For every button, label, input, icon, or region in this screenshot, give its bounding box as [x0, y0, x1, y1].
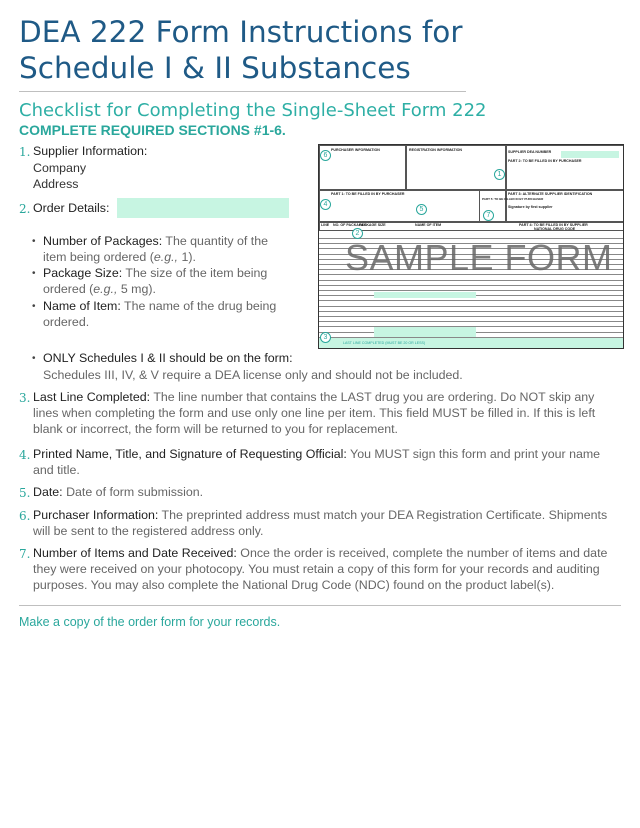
order-details-highlight — [117, 198, 289, 218]
page-title — [19, 14, 489, 86]
bullet-label: Package Size: — [43, 266, 123, 280]
bullet-dot: • — [32, 236, 36, 247]
form-supplier-dea: SUPPLIER DEA NUMBER — [508, 150, 552, 154]
form-col-part4: PART 4: TO BE FILLED IN BY SUPPLIER — [519, 223, 588, 227]
sample-form-image — [318, 144, 624, 349]
form-marker-6: 6 — [320, 150, 331, 161]
bullet-label: Name of Item: — [43, 299, 121, 313]
item-6-number: 6. — [19, 509, 31, 523]
bullet-dot: • — [32, 268, 36, 279]
form-col-name: NAME OF ITEM — [415, 223, 442, 227]
item-6-text: The preprinted address must match your DEA Registration Certificate. Shipments will be sent to the registered address only. — [33, 508, 608, 539]
bullet-text: ordered. — [43, 315, 90, 330]
bullet-italic: e.g., — [93, 282, 118, 297]
item-4-label: Printed Name, Title, and Signature of Requesting Official: — [33, 447, 347, 461]
item-6 — [33, 507, 623, 539]
form-first-supplier-sig: Signature by first supplier — [508, 205, 553, 209]
item-2-label: Order Details: — [33, 201, 110, 215]
bullet-dot: • — [32, 353, 36, 364]
form-marker-1: 1 — [494, 169, 505, 180]
divider — [19, 91, 466, 92]
bullet-italic: e.g., — [153, 250, 179, 265]
schedules-note-text: Schedules III, IV, & V require a DEA license only and should not be included. — [43, 368, 463, 382]
bullet-label: Number of Packages: — [43, 234, 163, 248]
schedules-note-label: ONLY Schedules I & II should be on the form: — [43, 351, 293, 365]
form-part2: PART 2: TO BE FILLED IN BY PURCHASER — [508, 159, 582, 163]
item-7-text: Once the order is received, complete the number of items and date they were received on your photocopy. You must retain a copy of this form for your records and auditing purposes. You may also complete the National Drug Code (NDC) found on the product label(s). — [33, 546, 608, 593]
item-4 — [33, 446, 623, 478]
item-7-label: Number of Items and Date Received: — [33, 546, 237, 560]
title-line-2: Schedule I & II Substances — [19, 51, 411, 85]
form-col-size: PACKAGE SIZE — [359, 223, 386, 227]
form-part3: PART 3: ALTERNATE SUPPLIER IDENTIFICATION — [508, 192, 593, 196]
item-3 — [33, 389, 623, 438]
checklist-subtitle: Checklist for Completing the Single-Sheet Form 222 — [19, 100, 487, 121]
form-marker-4: 4 — [320, 199, 331, 210]
item-7 — [33, 545, 623, 594]
form-part5: PART 5: TO BE FILLED IN BY PURCHASER — [482, 197, 544, 201]
bullet-text: The size of the item being — [122, 266, 268, 280]
item-1-company: Company — [33, 160, 87, 175]
item-3-label: Last Line Completed: — [33, 390, 151, 404]
form-marker-7: 7 — [483, 210, 494, 221]
form-col-packages: NO. OF PACKAGES — [333, 223, 367, 227]
form-col-line: LINE — [321, 223, 330, 227]
form-dea-boxes — [561, 151, 619, 158]
bullet-text: ordered ( — [43, 282, 94, 297]
bullet-text: 5 mg). — [117, 282, 156, 297]
bullet-text: The quantity of the — [162, 234, 269, 248]
item-1-label: Supplier Information: — [33, 144, 148, 158]
sample-form-watermark: SAMPLE FORM — [345, 237, 613, 278]
bullet-package-size — [43, 265, 283, 297]
item-1-address: Address — [33, 177, 79, 191]
form-marker-5: 5 — [416, 204, 427, 215]
item-2-number: 2. — [19, 202, 31, 216]
bullet-dot: • — [32, 301, 36, 312]
item-4-text: You MUST sign this form and print your name and title. — [33, 447, 601, 478]
form-last-line: LAST LINE COMPLETED (MUST BE 20 OR LESS) — [343, 341, 426, 345]
item-3-text: The line number that contains the LAST drug you are ordering. Do NOT skip any lines when completing the form and use only one line per item. This field MUST be filled in. If this is left blank or incorrect, the form will be returned to you for replacement. — [33, 390, 596, 437]
form-part1: PART 1: TO BE FILLED IN BY PURCHASER — [331, 192, 405, 196]
footnote: Make a copy of the order form for your records. — [19, 615, 281, 629]
form-registration-heading: REGISTRATION INFORMATION — [409, 148, 462, 152]
bullet-name-of-item — [43, 298, 283, 330]
bullet-text: The name of the drug being — [120, 299, 277, 313]
title-line-1: DEA 222 Form Instructions for — [19, 15, 463, 49]
bullet-text: item being ordered ( — [43, 250, 154, 265]
item-1-number: 1. — [19, 145, 31, 159]
item-1 — [33, 143, 147, 193]
item-6-label: Purchaser Information: — [33, 508, 159, 522]
item-4-number: 4. — [19, 448, 31, 462]
form-green-row — [374, 327, 476, 337]
form-marker-3: 3 — [320, 332, 331, 343]
form-purchaser-heading: PURCHASER INFORMATION — [331, 148, 380, 152]
form-green-row — [374, 292, 476, 298]
item-5 — [33, 484, 623, 500]
bullet-text: 1). — [178, 250, 196, 265]
bullet-number-of-packages — [43, 233, 283, 265]
required-sections-heading: COMPLETE REQUIRED SECTIONS #1-6. — [19, 122, 286, 138]
item-5-label: Date: — [33, 485, 63, 499]
divider — [19, 605, 621, 606]
item-5-number: 5. — [19, 486, 31, 500]
item-5-text: Date of form submission. — [62, 485, 204, 499]
form-marker-2: 2 — [352, 228, 363, 239]
item-3-number: 3. — [19, 391, 31, 405]
form-col-ndc: NATIONAL DRUG CODE — [534, 227, 576, 231]
item-7-number: 7. — [19, 547, 31, 561]
